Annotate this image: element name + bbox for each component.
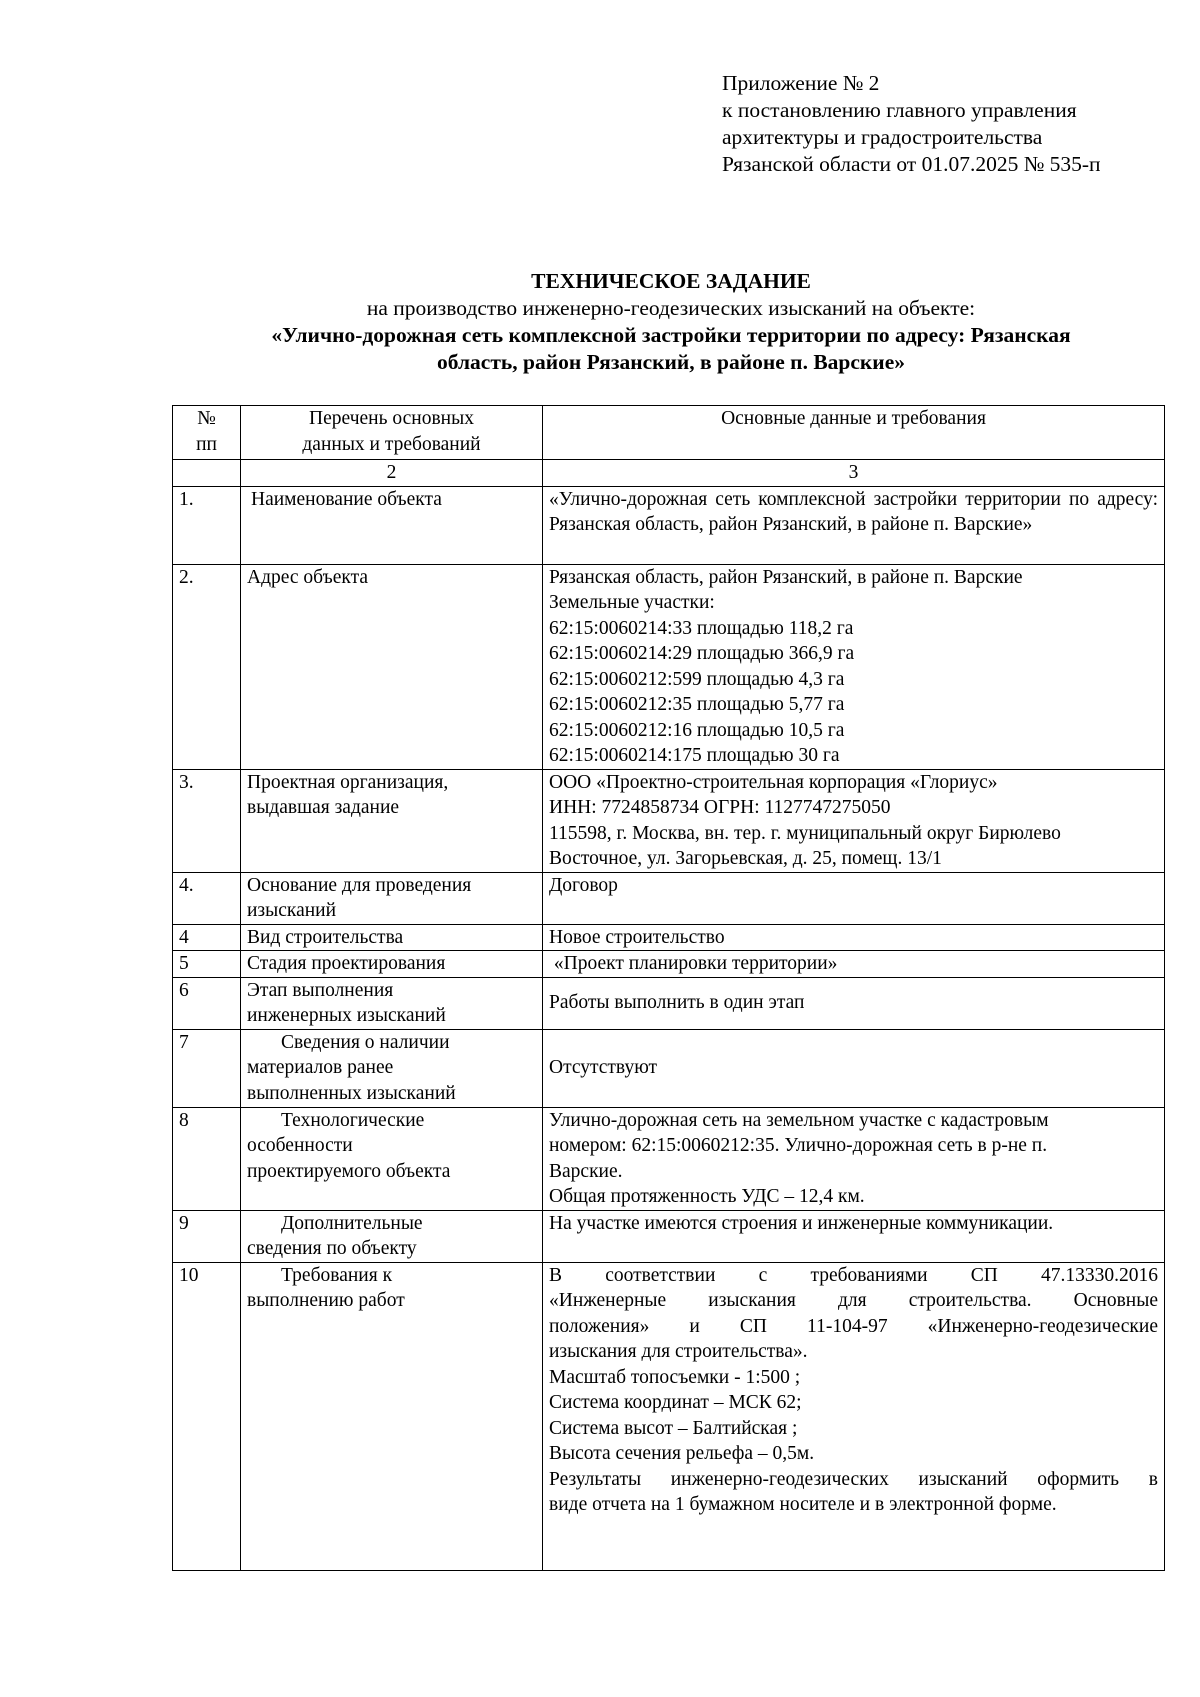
- table-row: [173, 1029, 1165, 1107]
- row-parameter: [241, 1029, 543, 1107]
- row-parameter: [241, 1210, 543, 1262]
- row-parameter: [241, 872, 543, 924]
- numbering-cell: 2: [241, 460, 543, 487]
- parameter-line: Проектная организация,: [247, 771, 449, 793]
- value-line: Восточное, ул. Загорьевская, д. 25, помещ. 13/1: [549, 848, 942, 869]
- table-row: [173, 951, 1165, 978]
- row-number: 5: [173, 951, 241, 978]
- value-line: ИНН: 7724858734 ОГРН: 1127747275050: [549, 797, 891, 818]
- row-parameter: [241, 977, 543, 1029]
- row-number: 10: [173, 1262, 241, 1570]
- parameter-line: инженерных изысканий: [247, 1005, 446, 1026]
- appendix-line: Рязанской области от 01.07.2025 № 535-п: [722, 152, 1101, 176]
- parameter-line: проектируемого объекта: [247, 1160, 451, 1182]
- table-row: [173, 872, 1165, 924]
- object-name-line: область, район Рязанский, в районе п. Варские»: [437, 350, 905, 374]
- value-line: Высота сечения рельефа – 0,5м.: [549, 1443, 815, 1464]
- value-line: 62:15:0060214:29 площадью 366,9 га: [549, 643, 855, 664]
- row-parameter: [241, 1107, 543, 1210]
- appendix-line: Приложение № 2: [722, 71, 880, 95]
- header-text: Перечень основных: [309, 408, 474, 429]
- table-row: [173, 1262, 1165, 1570]
- parameter-line: Технологические: [281, 1109, 425, 1131]
- object-name-line: «Улично-дорожная сеть комплексной застройки территории по адресу: Рязанская: [271, 323, 1071, 347]
- header-cell-number: [173, 406, 241, 460]
- row-value: Договор: [543, 872, 1165, 924]
- appendix-line: архитектуры и градостроительства: [722, 125, 1043, 149]
- parameter-line: сведения по объекту: [247, 1238, 417, 1259]
- parameter-line: выполненных изысканий: [247, 1082, 456, 1104]
- value-line: 62:15:0060214:175 площадью 30 га: [549, 745, 840, 766]
- header-cell-requirements: Основные данные и требования: [543, 406, 1165, 460]
- value-line: 62:15:0060212:35 площадью 5,77 га: [549, 694, 845, 715]
- value-line: В соответствии с требованиями СП 47.13330.2016: [549, 1264, 1158, 1286]
- row-parameter: Вид строительства: [241, 924, 543, 951]
- specification-table: [172, 405, 1165, 1571]
- value-line: Земельные участки:: [549, 592, 715, 613]
- parameter-line: Дополнительные: [281, 1212, 423, 1234]
- row-parameter: [241, 769, 543, 872]
- header-text: №: [197, 408, 216, 429]
- table-row: [173, 769, 1165, 872]
- header-cell-parameter: [241, 406, 543, 460]
- value-line: положения» и СП 11-104-97 «Инженерно-геодезические: [549, 1315, 1158, 1337]
- row-value: Новое строительство: [543, 924, 1165, 951]
- header-text: данных и требований: [302, 433, 481, 455]
- row-value: [543, 1262, 1165, 1570]
- table-row: [173, 924, 1165, 951]
- parameter-line: выполнению работ: [247, 1290, 405, 1311]
- value-line: Результаты инженерно-геодезических изысканий оформить в: [549, 1468, 1158, 1490]
- table-numbering-row: [173, 460, 1165, 487]
- table-row: [173, 977, 1165, 1029]
- row-value: Работы выполнить в один этап: [543, 977, 1165, 1029]
- row-number: 2.: [173, 564, 241, 769]
- table-row: [173, 564, 1165, 769]
- row-parameter: Адрес объекта: [241, 564, 543, 769]
- parameter-line: особенности: [247, 1135, 353, 1156]
- row-value: [543, 769, 1165, 872]
- parameter-line: Основание для проведения: [247, 874, 472, 896]
- row-parameter: Наименование объекта: [241, 486, 543, 564]
- numbering-cell: [173, 460, 241, 487]
- parameter-line: Этап выполнения: [247, 979, 394, 1001]
- row-number: 8: [173, 1107, 241, 1210]
- table-row: [173, 1210, 1165, 1262]
- document-title: ТЕХНИЧЕСКОЕ ЗАДАНИЕ: [531, 269, 811, 293]
- row-number: 4: [173, 924, 241, 951]
- parameter-line: выдавшая задание: [247, 797, 400, 818]
- table-row: [173, 1107, 1165, 1210]
- value-line: «Инженерные изыскания для строительства. Основные: [549, 1290, 1158, 1311]
- row-value: «Улично-дорожная сеть комплексной застройки территории по адресу: Рязанская область, район Рязанский, в районе п. Варские»: [543, 486, 1165, 564]
- parameter-line: Требования к: [281, 1264, 393, 1286]
- row-value: «Проект планировки территории»: [543, 951, 1165, 978]
- row-value: Отсутствуют: [543, 1029, 1165, 1107]
- row-parameter: [241, 1262, 543, 1570]
- value-line: ООО «Проектно-строительная корпорация «Глориус»: [549, 771, 998, 793]
- table-header-row: [173, 406, 1165, 460]
- row-number: 6: [173, 977, 241, 1029]
- value-line: Масштаб топосъемки - 1:500 ;: [549, 1366, 801, 1388]
- numbering-cell: 3: [543, 460, 1165, 487]
- value-line: виде отчета на 1 бумажном носителе и в электронной форме.: [549, 1494, 1057, 1515]
- value-line: изыскания для строительства».: [549, 1341, 808, 1362]
- value-line: 62:15:0060212:16 площадью 10,5 га: [549, 719, 845, 741]
- value-line: Система высот – Балтийская ;: [549, 1417, 798, 1439]
- value-line: номером: 62:15:0060212:35. Улично-дорожная сеть в р-не п.: [549, 1135, 1048, 1156]
- row-number: 4.: [173, 872, 241, 924]
- value-line: Варские.: [549, 1160, 623, 1182]
- row-number: 3.: [173, 769, 241, 872]
- table-row: [173, 486, 1165, 564]
- row-number: 7: [173, 1029, 241, 1107]
- value-line: 62:15:0060212:599 площадью 4,3 га: [549, 668, 845, 690]
- parameter-line: изысканий: [247, 900, 337, 921]
- parameter-line: Сведения о наличии: [281, 1031, 450, 1053]
- document-subtitle: на производство инженерно-геодезических изысканий на объекте:: [366, 296, 976, 320]
- row-number: 9: [173, 1210, 241, 1262]
- parameter-line: материалов ранее: [247, 1057, 394, 1078]
- document-title-block: [170, 268, 1172, 376]
- row-parameter: Стадия проектирования: [241, 951, 543, 978]
- value-line: Общая протяженность УДС – 12,4 км.: [549, 1186, 865, 1207]
- value-line: Улично-дорожная сеть на земельном участке с кадастровым: [549, 1109, 1049, 1131]
- value-line: Рязанская область, район Рязанский, в районе п. Варские: [549, 566, 1023, 588]
- value-line: 62:15:0060214:33 площадью 118,2 га: [549, 617, 854, 639]
- row-value: [543, 564, 1165, 769]
- row-value: На участке имеются строения и инженерные коммуникации.: [543, 1210, 1165, 1262]
- appendix-line: к постановлению главного управления: [722, 98, 1077, 122]
- row-number: 1.: [173, 486, 241, 564]
- appendix-reference: [722, 70, 1101, 178]
- value-line: Система координат – МСК 62;: [549, 1392, 802, 1413]
- value-line: 115598, г. Москва, вн. тер. г. муниципальный округ Бирюлево: [549, 822, 1061, 844]
- header-text: пп: [196, 433, 217, 455]
- row-value: [543, 1107, 1165, 1210]
